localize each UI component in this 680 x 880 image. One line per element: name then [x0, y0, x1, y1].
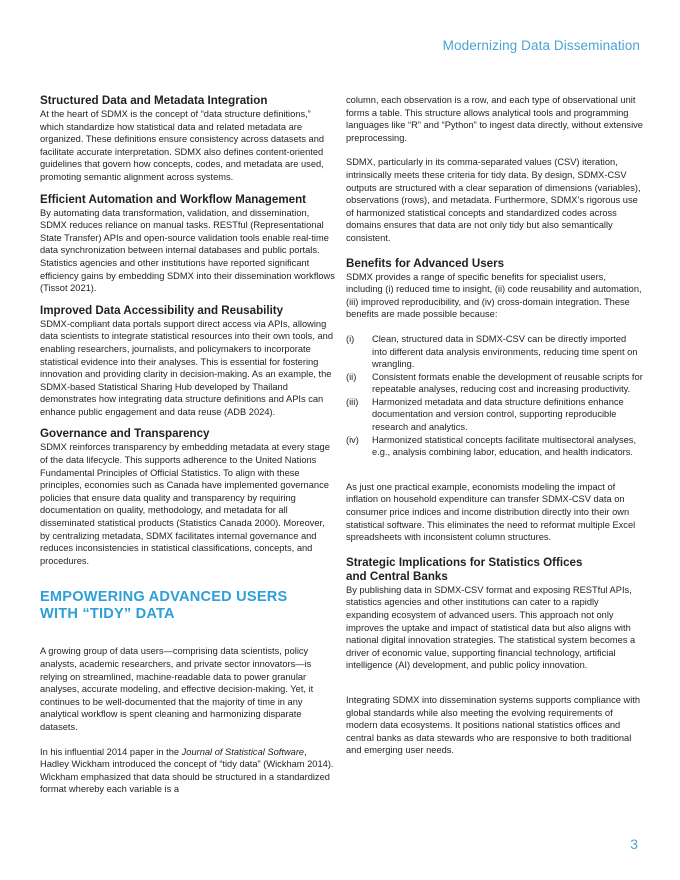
page-number: 3: [630, 836, 638, 852]
left-column: [40, 94, 337, 796]
right-column: [346, 94, 643, 757]
running-header: Modernizing Data Dissemination: [442, 38, 640, 53]
section-heading: Improved Data Accessibility and Reusability: [40, 303, 284, 317]
section-heading: Structured Data and Metadata Integration: [40, 94, 268, 107]
paragraph: As just one practical example, economists modeling the impact of inflation on household expenditure can transfer SDMX-CSV data on consumer price indices and income distribution directly into their own statistical software. This eliminates the need to reformat multiple Excel spreadsheets with inconsistent column structures.: [346, 481, 636, 543]
list-item: [346, 396, 643, 434]
section-heading-line2: and Central Banks: [346, 569, 448, 583]
list-text: Harmonized metadata and data structure definitions enhance documentation and version control, supporting reproducible research and analytics.: [372, 396, 624, 433]
section-heading: [346, 556, 643, 584]
paragraph-text: , Hadley Wickham introduced the concept of “tidy data” (Wickham 2014). Wickham emphasized that data should be structured in a standardized format whereby each variable is a: [40, 746, 334, 795]
list-item: [346, 371, 643, 396]
paragraph: SDMX, particularly in its comma-separated values (CSV) iteration, intrinsically meets these criteria for tidy data. By design, SDMX-CSV outputs are structured with a clear separation of dimensions (variables), observations (rows), and metadata. Furthermore, SDMX’s rigorous use of harmonized statistical concepts and standardized codes across domains ensures that data are not only tidy but also semantically consistent.: [346, 157, 641, 243]
section-heading: Governance and Transparency: [40, 427, 210, 441]
paragraph: SDMX provides a range of specific benefits for specialist users, including (i) reduced time to insight, (ii) code reusability and automation, (iii) improved reproducibility, and (iv) cross-domain integration. These benefits are made possible because:: [346, 271, 642, 320]
chapter-heading-line2: WITH “TIDY” DATA: [40, 606, 175, 623]
list-text: Clean, structured data in SDMX-CSV can be directly imported into different data analysis environments, reducing time spent on wrangling.: [372, 333, 638, 370]
benefits-list: [346, 333, 643, 459]
paragraph: By publishing data in SDMX-CSV format and exposing RESTful APIs, statistics agencies and other institutions can cater to a rapidly expanding ecosystem of advanced users. This approach not only improves the uptake and impact of statistical data but also aligns with national digital innovation strategies. The statistical system becomes a driver of economic value, supporting financial technology, artificial intelligence (AI) development, and public policy innovation.: [346, 584, 636, 671]
list-number: (iii): [346, 396, 359, 407]
list-number: (ii): [346, 371, 357, 382]
list-text: Harmonized statistical concepts facilitate multisectoral analyses, e.g., analysis combining labor, education, and health indicators.: [372, 434, 637, 458]
paragraph-text: In his influential 2014 paper in the: [40, 746, 182, 757]
paragraph: SDMX-compliant data portals support direct access via APIs, allowing data scientists to integrate statistical resources into their own tools, and enabling researchers, journalists, and policymakers to incorporate statistical evidence into their analyses. This is essential for fostering innovation and providing clarity in decision-making. As an example, the SDMX-based Statistical Sharing Hub developed by Thailand demonstrates how integrating data structure definitions and APIs can enhance public engagement and data reuse (ADB 2024).: [40, 318, 334, 417]
list-item: [346, 434, 643, 459]
paragraph: At the heart of SDMX is the concept of “data structure definitions,” which standardize how statistical data and related metadata are organized. These definitions ensure consistency across datasets and facilitate accurate interpretation. SDMX also defines content-oriented guidelines that govern how concepts, codes, and metadata are used, promoting semantic alignment across systems.: [40, 109, 325, 182]
section-heading-line1: Strategic Implications for Statistics Offices: [346, 555, 583, 569]
list-text: Consistent formats enable the development of reusable scripts for repeatable analyses, reducing cost and increasing productivity.: [372, 371, 643, 395]
section-heading: Efficient Automation and Workflow Management: [40, 192, 307, 206]
paragraph: A growing group of data users—comprising data scientists, policy analysts, academic researchers, and private sector innovators—is relying on streamlined, machine-readable data to power granular analyses, accurate modeling, and effective decision-making. Yet, it continues to be well-documented that the majority of time in any analytical workflow is spent cleaning and harmonizing disparate datasets.: [40, 646, 314, 732]
list-number: (i): [346, 333, 355, 344]
paragraph: SDMX reinforces transparency by embedding metadata at every stage of the data lifecycle. This supports adherence to the United Nations Fundamental Principles of Official Statistics. To align with these principles, economies such as Canada have implemented governance policies that ensure data quality and transparency by requiring documentation on quality, methodology, and metadata for all disseminated statistical products (Statistics Canada 2000). Moreover, by centralizing metadata, SDMX facilitates internal governance and reduces inconsistencies in statistical classifications, concepts, and procedures.: [40, 442, 330, 566]
chapter-heading-line1: EMPOWERING ADVANCED USERS: [40, 589, 288, 606]
paragraph: By automating data transformation, validation, and dissemination, SDMX reduces reliance on manual tasks. RESTful (Representational State Transfer) APIs and open-source validation tools enable real-time data synchronization between internal databases and public portals. Statistics agencies and other institutions have reported significant efficiency gains by embedding SDMX into their dissemination workflows (Tissot 2021).: [40, 207, 335, 294]
list-number: (iv): [346, 434, 359, 445]
journal-title: Journal of Statistical Software: [181, 746, 305, 757]
chapter-heading: [40, 589, 337, 623]
paragraph: [40, 746, 337, 796]
paragraph: Integrating SDMX into dissemination systems supports compliance with global standards while also meeting the evolving requirements of modern data ecosystems. It positions national statistics offices and central banks as data stewards who are responsive to both traditional and emerging user needs.: [346, 694, 641, 756]
list-item: [346, 333, 643, 371]
section-heading: Benefits for Advanced Users: [346, 256, 505, 270]
paragraph: column, each observation is a row, and each type of observational unit forms a table. This structure allows analytical tools and programming languages like “R” and “Python” to ingest data directly, without extensive preprocessing.: [346, 95, 643, 143]
